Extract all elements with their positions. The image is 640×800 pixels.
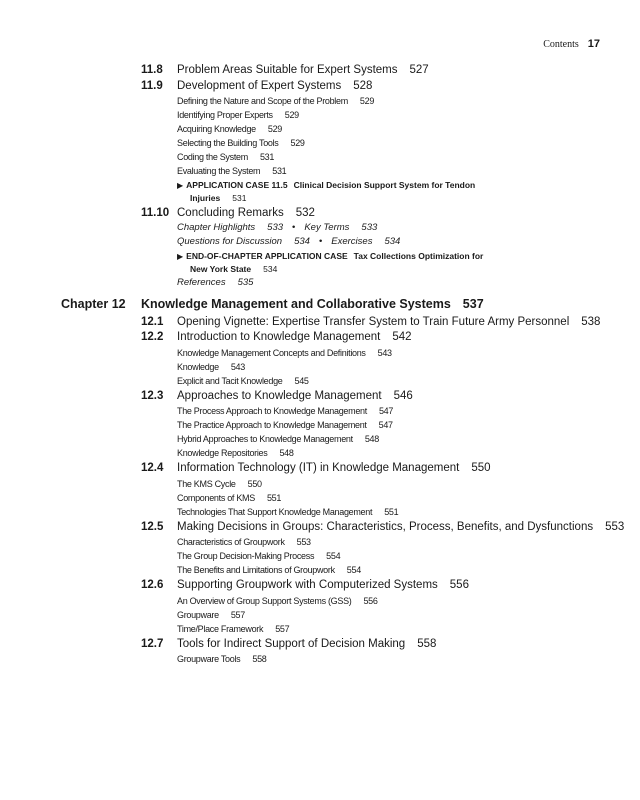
application-case-title: Clinical Decision Support System for Tendon Injuries (190, 180, 476, 203)
page-number: 557 (275, 623, 290, 634)
toc-section-entry (0, 330, 640, 345)
page-number: 533 (361, 221, 378, 233)
chapter-title: Knowledge Management and Collaborative Systems (141, 296, 451, 311)
subsection-title: Characteristics of Groupwork (177, 537, 285, 547)
subsection-title: Acquiring Knowledge (177, 124, 256, 134)
page-number: 550 (247, 478, 262, 489)
subsection-title: Evaluating the System (177, 166, 261, 176)
toc-subsection-entry (0, 361, 640, 373)
toc-subsection-entry (0, 123, 640, 135)
end-matter-title: References (177, 276, 226, 288)
end-matter-title: Chapter Highlights (177, 221, 256, 233)
toc-subsection-entry (0, 375, 640, 387)
toc-application-case (0, 179, 640, 204)
page-number: 531 (232, 193, 247, 203)
toc-subsection-entry (0, 536, 640, 548)
page-number: 533 (267, 221, 284, 233)
subsection-title: Selecting the Building Tools (177, 138, 279, 148)
application-case-label: APPLICATION CASE 11.5 (186, 180, 288, 190)
page-number: 543 (377, 347, 392, 358)
toc-end-matter-entry (0, 236, 640, 248)
toc-section-entry (0, 79, 640, 94)
section-number: 11.8 (141, 64, 163, 76)
subsection-title: Time/Place Framework (177, 623, 264, 634)
subsection-title: Components of KMS (177, 492, 255, 503)
page-number: 535 (237, 276, 254, 288)
section-title: Concluding Remarks (177, 207, 284, 219)
page-number: 551 (384, 506, 399, 517)
end-matter-title: Questions for Discussion (177, 235, 283, 247)
page-number: 529 (284, 110, 299, 120)
subsection-title: The Benefits and Limitations of Groupwork (177, 565, 335, 575)
section-title: Tools for Indirect Support of Decision Making (177, 637, 406, 650)
toc-section-entry (0, 461, 640, 476)
toc-chapter-heading (0, 296, 640, 312)
chapter-label: Chapter 12 (61, 296, 126, 311)
section-title: Opening Vignette: Expertise Transfer System to Train Future Army Personnel (177, 315, 570, 328)
toc-subsection-entry (0, 433, 640, 445)
bullet-separator: • (318, 235, 323, 247)
page-number: 554 (326, 551, 341, 561)
end-matter-title: Key Terms (304, 221, 350, 233)
toc-section-entry (0, 578, 640, 593)
bullet-separator: • (292, 221, 296, 233)
page-number: 527 (409, 64, 429, 76)
subsection-title: Knowledge Management Concepts and Definitions (177, 347, 366, 358)
page-number: 529 (290, 138, 305, 148)
section-title: Making Decisions in Groups: Characteristics, Process, Benefits, and Dysfunctions (177, 520, 594, 533)
subsection-title: Identifying Proper Experts (177, 110, 273, 120)
subsection-title: Knowledge (177, 361, 219, 372)
triangle-bullet-icon: ▶ (177, 181, 184, 190)
toc-subsection-entry (0, 623, 640, 635)
subsection-title: Hybrid Approaches to Knowledge Management (177, 434, 353, 444)
toc-subsection-entry (0, 137, 640, 149)
subsection-title: The Process Approach to Knowledge Management (177, 406, 367, 416)
toc-subsection-entry (0, 492, 640, 504)
page-number: 529 (267, 124, 282, 134)
toc-subsection-entry (0, 151, 640, 163)
toc-subsection-entry (0, 550, 640, 562)
running-header (543, 38, 600, 50)
toc-end-matter-entry (0, 222, 640, 234)
page-number: 558 (417, 637, 437, 650)
page-number: 534 (263, 263, 278, 274)
toc-subsection-entry (0, 564, 640, 576)
page-number: 545 (294, 375, 309, 386)
subsection-title: Coding the System (177, 152, 248, 162)
toc-subsection-entry (0, 347, 640, 359)
toc-subsection-entry (0, 609, 640, 621)
section-number: 12.5 (141, 520, 164, 533)
end-matter-title: Exercises (331, 235, 373, 247)
page-number: 548 (279, 448, 294, 458)
toc-subsection-entry (0, 109, 640, 121)
page-number: 547 (378, 420, 393, 430)
section-title: Problem Areas Suitable for Expert Systems (177, 64, 398, 76)
subsection-title: An Overview of Group Support Systems (GSS) (177, 595, 352, 606)
section-title: Information Technology (IT) in Knowledge Management (177, 462, 460, 474)
section-number: 12.6 (141, 579, 164, 591)
section-title: Supporting Groupwork with Computerized Systems (177, 579, 438, 591)
header-page-number: 17 (587, 38, 600, 50)
section-number: 12.3 (141, 389, 164, 402)
page-number: 554 (346, 565, 361, 575)
toc-application-case (0, 250, 640, 275)
subsection-title: Technologies That Support Knowledge Management (177, 506, 373, 517)
toc-section-entry (0, 63, 640, 78)
page-number: 531 (272, 166, 287, 176)
page-number: 553 (296, 537, 311, 547)
toc-subsection-entry (0, 447, 640, 459)
subsection-title: The Practice Approach to Knowledge Management (177, 420, 367, 430)
section-number: 12.4 (141, 462, 164, 474)
section-number: 12.7 (141, 637, 164, 650)
section-title: Approaches to Knowledge Management (177, 389, 382, 402)
section-title: Introduction to Knowledge Management (177, 331, 381, 343)
subsection-title: Knowledge Repositories (177, 448, 268, 458)
toc-section-entry (0, 315, 640, 330)
subsection-title: Defining the Nature and Scope of the Problem (177, 96, 348, 106)
page-number: 529 (359, 96, 375, 106)
page-number: 531 (259, 152, 275, 162)
triangle-bullet-icon: ▶ (177, 251, 184, 261)
subsection-title: Groupware Tools (177, 654, 241, 664)
toc-subsection-entry (0, 405, 640, 417)
page-number: 550 (471, 462, 491, 474)
toc-subsection-entry (0, 165, 640, 177)
toc-subsection-entry (0, 506, 640, 518)
section-number: 12.2 (141, 331, 164, 343)
subsection-title: The Group Decision-Making Process (177, 551, 315, 561)
page-number: 548 (364, 434, 379, 444)
header-label: Contents (543, 39, 579, 50)
section-number: 11.10 (141, 207, 170, 219)
page-number: 532 (295, 207, 315, 219)
table-of-contents (0, 62, 640, 667)
page-number: 557 (230, 609, 245, 620)
application-case-title: Tax Collections Optimization for New York State (190, 250, 484, 274)
page-number: 543 (230, 361, 245, 372)
page-number: 547 (378, 406, 394, 416)
page-number: 546 (393, 389, 413, 402)
subsection-title: The KMS Cycle (177, 478, 236, 489)
section-number: 12.1 (141, 315, 164, 328)
toc-end-matter-entry (0, 277, 640, 289)
toc-subsection-entry (0, 419, 640, 431)
page-number: 534 (384, 235, 401, 247)
subsection-title: Explicit and Tacit Knowledge (177, 375, 283, 386)
page-number: 551 (266, 492, 282, 503)
subsection-title: Groupware (177, 609, 219, 620)
page-number: 537 (462, 296, 484, 311)
page-number: 556 (449, 579, 469, 591)
toc-subsection-entry (0, 478, 640, 490)
application-case-label: END-OF-CHAPTER APPLICATION CASE (186, 250, 348, 261)
page-number: 534 (294, 235, 310, 247)
page-number: 558 (252, 654, 267, 664)
page-number: 553 (605, 520, 625, 533)
toc-subsection-entry (0, 595, 640, 607)
page-number: 542 (392, 331, 412, 343)
page-number: 528 (353, 79, 373, 92)
page-number: 538 (581, 315, 601, 328)
toc-subsection-entry (0, 653, 640, 665)
page-number: 556 (363, 595, 378, 606)
toc-subsection-entry (0, 95, 640, 107)
toc-section-entry (0, 520, 640, 535)
toc-section-entry (0, 389, 640, 404)
section-title: Development of Expert Systems (177, 79, 342, 92)
toc-section-entry (0, 206, 640, 221)
section-number: 11.9 (141, 79, 163, 92)
toc-section-entry (0, 637, 640, 652)
